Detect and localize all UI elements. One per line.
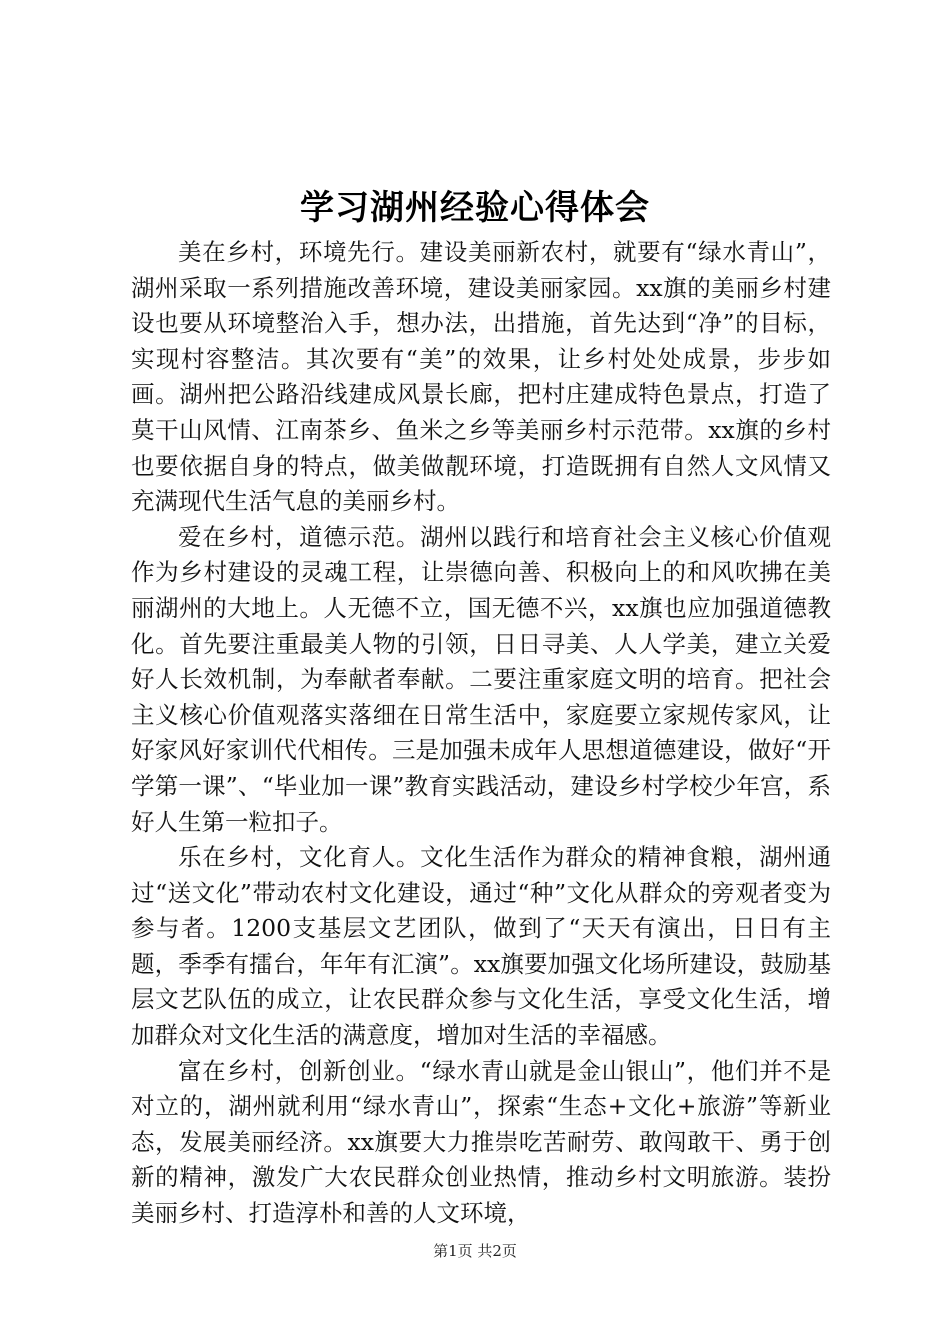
document-body bbox=[131, 235, 831, 1232]
page-number-footer: 第1页 共2页 bbox=[433, 1242, 517, 1260]
paragraph-morality: 爱在乡村，道德示范。湖州以践行和培育社会主义核心价值观作为乡村建设的灵魂工程，让崇德向善、积极向上的和风吹拂在美丽湖州的大地上。人无德不立，国无德不兴，xx旗也应加强道德教化。首先要注重最美人物的引领，日日寻美、人人学美，建立关爱好人长效机制，为奉献者奉献。二要注重家庭文明的培育。把社会主义核心价值观落实落细在日常生活中，家庭要立家规传家风，让好家风好家训代代相传。三是加强未成年人思想道德建设，做好“开学第一课”、“毕业加一课”教育实践活动，建设乡村学校少年宫，系好人生第一粒扣子。 bbox=[131, 522, 831, 836]
paragraph-environment: 美在乡村，环境先行。建设美丽新农村，就要有“绿水青山”，湖州采取一系列措施改善环境，建设美丽家园。xx旗的美丽乡村建设也要从环境整治入手，想办法，出措施，首先达到“净”的目标，实现村容整洁。其次要有“美”的效果，让乡村处处成景，步步如画。湖州把公路沿线建成风景长廊，把村庄建成特色景点，打造了莫干山风情、江南茶乡、鱼米之乡等美丽乡村示范带。xx旗的乡村也要依据自身的特点，做美做靓环境，打造既拥有自然人文风情又充满现代生活气息的美丽乡村。 bbox=[131, 238, 831, 516]
paragraph-entrepreneurship: 富在乡村，创新创业。“绿水青山就是金山银山”，他们并不是对立的，湖州就利用“绿水青山”，探索“生态+文化+旅游”等新业态，发展美丽经济。xx旗要大力推崇吃苦耐劳、敢闯敢干、勇于创新的精神，激发广大农民群众创业热情，推动乡村文明旅游。装扮美丽乡村、打造淳朴和善的人文环境， bbox=[131, 1056, 831, 1228]
paragraph-culture: 乐在乡村，文化育人。文化生活作为群众的精神食粮，湖州通过“送文化”带动农村文化建设，通过“种”文化从群众的旁观者变为参与者。1200支基层文艺团队，做到了“天天有演出，日日有主题，季季有擂台，年年有汇演”。xx旗要加强文化场所建设，鼓励基层文艺队伍的成立，让农民群众参与文化生活，享受文化生活，增加群众对文化生活的满意度，增加对生活的幸福感。 bbox=[131, 843, 831, 1050]
document-title: 学习湖州经验心得体会 bbox=[300, 188, 650, 228]
